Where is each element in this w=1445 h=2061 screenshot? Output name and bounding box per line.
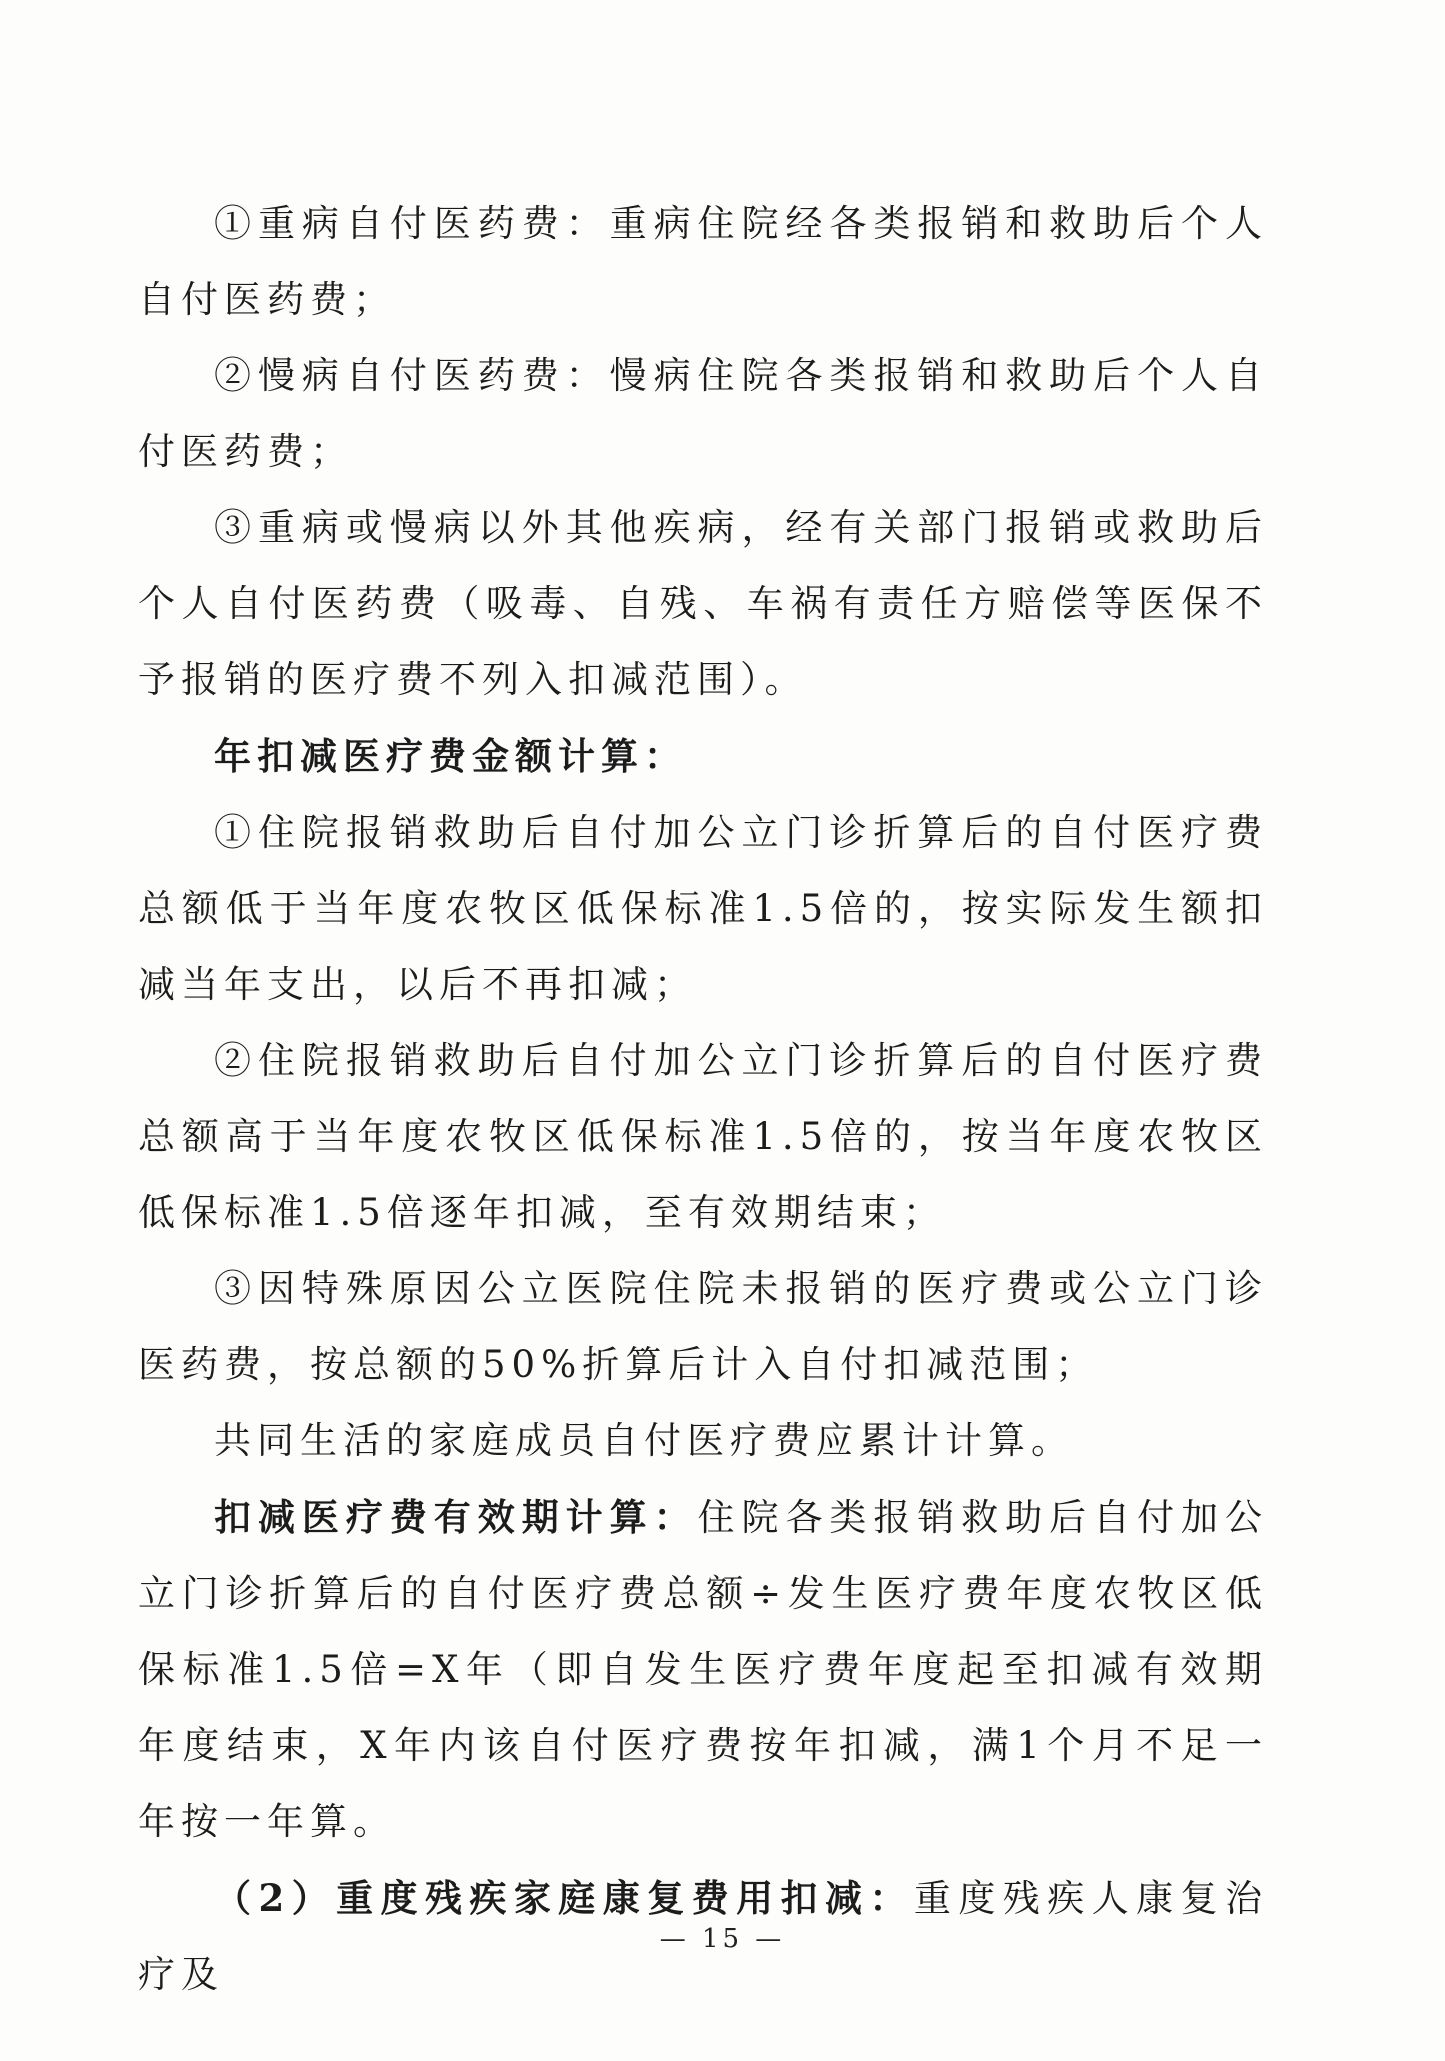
paragraph-1: [138, 186, 1268, 338]
paragraph-text: ①重病自付医药费：重病住院经各类报销和救助后个人自付医药费；: [138, 202, 1268, 321]
paragraph-5: [138, 795, 1268, 1023]
paragraph-2: [138, 338, 1268, 490]
paragraph-text: 重度残疾人康复治疗及: [138, 1877, 1268, 1996]
paragraph-bold-lead: （2）重度残疾家庭康复费用扣减：: [214, 1876, 914, 1920]
paragraph-text: ②住院报销救助后自付加公立门诊折算后的自付医疗费总额高于当年度农牧区低保标准1.5倍的，按当年度农牧区低保标准1.5倍逐年扣减，至有效期结束；: [138, 1039, 1268, 1234]
paragraph-3: [138, 490, 1268, 718]
paragraph-7: [138, 1251, 1268, 1403]
paragraph-text: 共同生活的家庭成员自付医疗费应累计计算。: [214, 1419, 1074, 1462]
paragraph-8: [138, 1403, 1268, 1479]
section-heading-annual-deduction: [138, 718, 1268, 795]
paragraph-text: 住院各类报销救助后自付加公立门诊折算后的自付医疗费总额÷发生医疗费年度农牧区低保标准1.5倍=X年（即自发生医疗费年度起至扣减有效期年度结束，X年内该自付医疗费按年扣减，满1个月不足一年按一年算。: [138, 1496, 1269, 1843]
paragraph-text: ③因特殊原因公立医院住院未报销的医疗费或公立门诊医药费，按总额的50%折算后计入自付扣减范围；: [138, 1267, 1268, 1386]
paragraph-text: ②慢病自付医药费：慢病住院各类报销和救助后个人自付医药费；: [138, 354, 1268, 473]
page-number: — 15 —: [659, 1924, 786, 1954]
paragraph-text: ①住院报销救助后自付加公立门诊折算后的自付医疗费总额低于当年度农牧区低保标准1.5倍的，按实际发生额扣减当年支出，以后不再扣减；: [138, 811, 1268, 1006]
document-body: [138, 186, 1268, 2013]
paragraph-6: [138, 1023, 1268, 1251]
paragraph-bold-lead: 扣减医疗费有效期计算：: [214, 1495, 698, 1539]
paragraph-text: ③重病或慢病以外其他疾病，经有关部门报销或救助后个人自付医药费（吸毒、自残、车祸有责任方赔偿等医保不予报销的医疗费不列入扣减范围）。: [138, 506, 1268, 701]
paragraph-validity-period: [138, 1479, 1268, 1860]
paragraph-bold-lead: 年扣减医疗费金额计算：: [214, 734, 687, 778]
